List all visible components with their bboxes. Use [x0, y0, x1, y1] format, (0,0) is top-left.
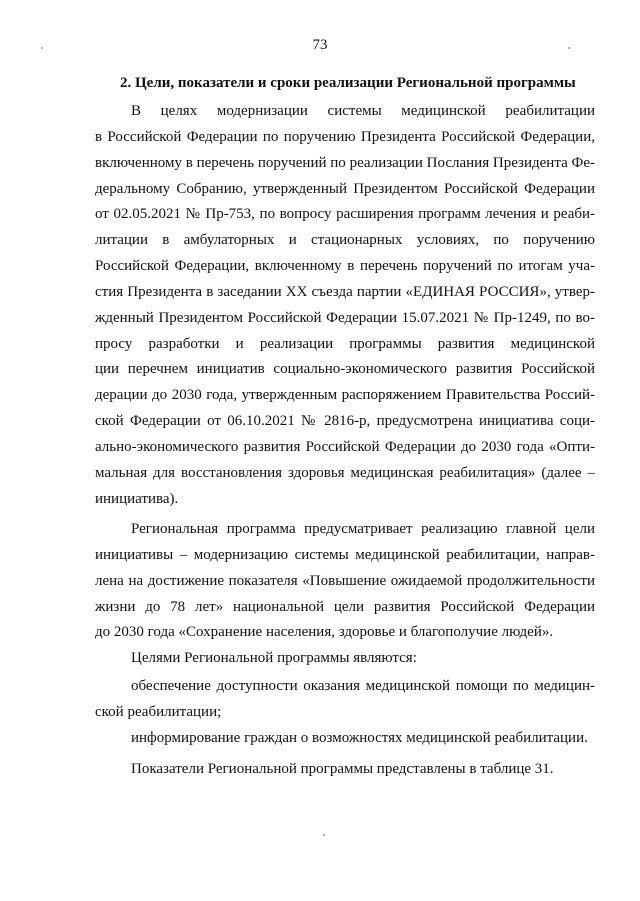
paragraph-line: Региональная программа предусматривает реализацию главной цели — [131, 521, 595, 537]
paragraph-line: инициативы – модернизацию системы медицинской реабилитации, направ- — [95, 546, 595, 563]
paragraph-line: Российской Федерации, включенному в перечень поручений по итогам уча- — [95, 258, 595, 275]
paragraph-line: ально-экономического развития Российской Федерации до 2030 года «Опти- — [95, 438, 595, 455]
paragraph-line: жизни до 78 лет» национальной цели развития Российской Федерации — [95, 598, 595, 615]
paragraph-line: деральному Собранию, утвержденный Президентом Российской Федерации — [95, 180, 595, 197]
scan-speck — [568, 47, 570, 49]
paragraph-line: стия Президента в заседании XX съезда партии «ЕДИНАЯ РОССИЯ», утвер- — [95, 283, 595, 300]
paragraph-line: в Российской Федерации по поручению Президента Российской Федерации, — [95, 128, 595, 145]
paragraph-line: жденный Президентом Российской Федерации 15.07.2021 № Пр-1249, по во- — [95, 309, 595, 326]
paragraph-line: ции перечнем инициатив социально-экономического развития Российской — [95, 361, 595, 378]
paragraph-line: литации в амбулаторных и стационарных условиях, по поручению — [95, 232, 595, 249]
paragraph-line: просу разработки и реализации программы развития медицинской — [95, 335, 595, 352]
paragraph-indicators — [95, 757, 595, 783]
scan-speck — [41, 47, 43, 49]
paragraph-line: дерации до 2030 года, утвержденным распоряжением Правительства Россий- — [95, 387, 595, 404]
paragraph-line: мальная для восстановления здоровья медицинская реабилитация» (далее – — [95, 464, 595, 481]
paragraph-goals-intro — [95, 646, 595, 672]
paragraph-line: инициатива). — [95, 490, 179, 507]
paragraph-goal-informing — [95, 726, 595, 752]
paragraph-line: до 2030 года «Сохранение населения, здоровье и благополучие людей». — [95, 624, 554, 641]
page-number: 73 — [312, 37, 328, 53]
section-heading: 2. Цели, показатели и сроки реализации Региональной программы — [120, 75, 576, 91]
paragraph-line: информирование граждан о возможностях медицинской реабилитации. — [131, 730, 588, 746]
paragraph-line: ской Федерации от 06.10.2021 № 2816-р, предусмотрена инициатива соци- — [95, 413, 595, 430]
paragraph-line: от 02.05.2021 № Пр-753, по вопросу расширения программ лечения и реаби- — [95, 206, 595, 223]
paragraph-line: обеспечение доступности оказания медицинской помощи по медицин- — [131, 678, 595, 694]
paragraph-goal-accessibility — [95, 674, 595, 726]
paragraph-line: Показатели Региональной программы представлены в таблице 31. — [131, 761, 554, 777]
paragraph-main-goal — [95, 517, 595, 646]
paragraph-line: включенному в перечень поручений по реализации Послания Президента Фе- — [95, 154, 595, 171]
paragraph-line: Целями Региональной программы являются: — [131, 650, 417, 666]
paragraph-line: В целях модернизации системы медицинской реабилитации — [131, 103, 595, 119]
scan-speck — [323, 834, 325, 836]
paragraph-line: ской реабилитации; — [95, 703, 222, 720]
paragraph-line: лена на достижение показателя «Повышение ожидаемой продолжительности — [95, 572, 595, 589]
paragraph-goals-context — [95, 99, 595, 513]
